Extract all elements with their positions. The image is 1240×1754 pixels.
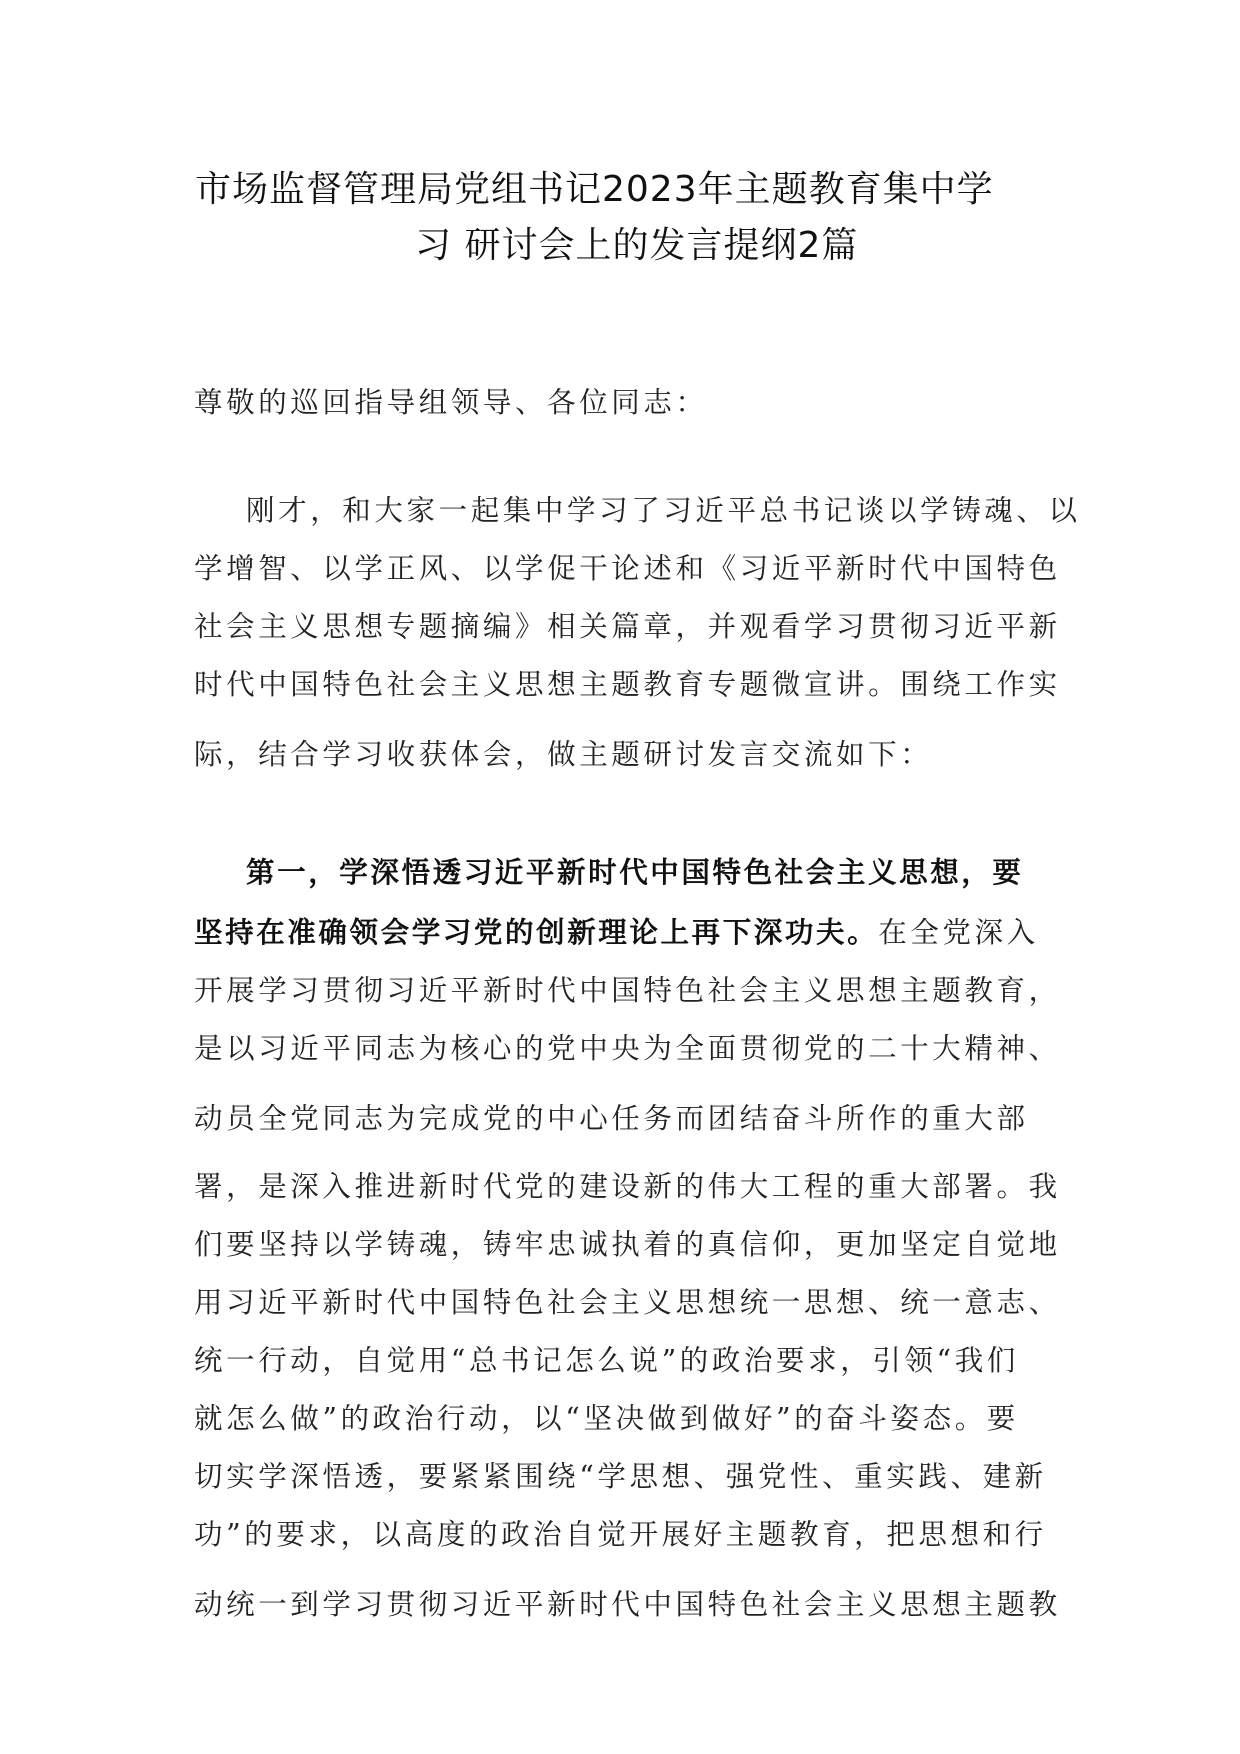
paragraph-2-line-8: 统一行动，自觉用“总书记怎么说”的政治要求，引领“我们 — [194, 1344, 1019, 1377]
paragraph-2-line-6: 们要坚持以学铸魂，铸牢忠诚执着的真信仰，更加坚定自觉地 — [194, 1228, 1061, 1261]
paragraph-1-line-1: 刚才，和大家一起集中学习了习近平总书记谈以学铸魂、以 — [246, 494, 1081, 527]
paragraph-1-line-3: 社会主义思想专题摘编》相关篇章，并观看学习贯彻习近平新 — [194, 610, 1061, 643]
salutation: 尊敬的巡回指导组领导、各位同志： — [194, 386, 708, 419]
paragraph-2-line-9: 就怎么做”的政治行动，以“坚决做到做好”的奋斗姿态。要 — [194, 1402, 1019, 1435]
paragraph-2-line-2: 开展学习贯彻习近平新时代中国特色社会主义思想主题教育， — [194, 974, 1061, 1007]
title-line-2: 习 研讨会上的发言提纲2篇 — [415, 225, 859, 266]
paragraph-1-line-5: 际，结合学习收获体会，做主题研讨发言交流如下： — [194, 738, 933, 771]
paragraph-2-line-7: 用习近平新时代中国特色社会主义思想统一思想、统一意志、 — [194, 1286, 1061, 1319]
title-line-1: 市场监督管理局党组书记2023年主题教育集中学 — [195, 169, 994, 210]
paragraph-2-line-5: 署，是深入推进新时代党的建设新的伟大工程的重大部署。我 — [194, 1170, 1061, 1203]
paragraph-1-line-2: 学增智、以学正风、以学促干论述和《习近平新时代中国特色 — [194, 552, 1061, 585]
paragraph-2-line-4: 动员全党同志为完成党的中心任务而团结奋斗所作的重大部 — [194, 1102, 1029, 1135]
document-title — [160, 162, 1080, 274]
paragraph-2-line-11: 功”的要求，以高度的政治自觉开展好主题教育，把思想和行 — [194, 1518, 1047, 1551]
paragraph-2-line-1-rest: 在全党深入 — [878, 916, 1039, 949]
paragraph-2-line-1 — [194, 910, 1039, 951]
section-heading-line-1: 第一，学深悟透习近平新时代中国特色社会主义思想，要 — [246, 856, 1024, 889]
section-heading-line-2: 坚持在准确领会学习党的创新理论上再下深功夫。 — [194, 916, 879, 949]
paragraph-2-line-12: 动统一到学习贯彻习近平新时代中国特色社会主义思想主题教 — [194, 1588, 1061, 1621]
paragraph-1-line-4: 时代中国特色社会主义思想主题教育专题微宣讲。围绕工作实 — [194, 668, 1061, 701]
paragraph-2-line-3: 是以习近平同志为核心的党中央为全面贯彻党的二十大精神、 — [194, 1032, 1061, 1065]
paragraph-2-line-10: 切实学深悟透，要紧紧围绕“学思想、强党性、重实践、建新 — [194, 1460, 1047, 1493]
